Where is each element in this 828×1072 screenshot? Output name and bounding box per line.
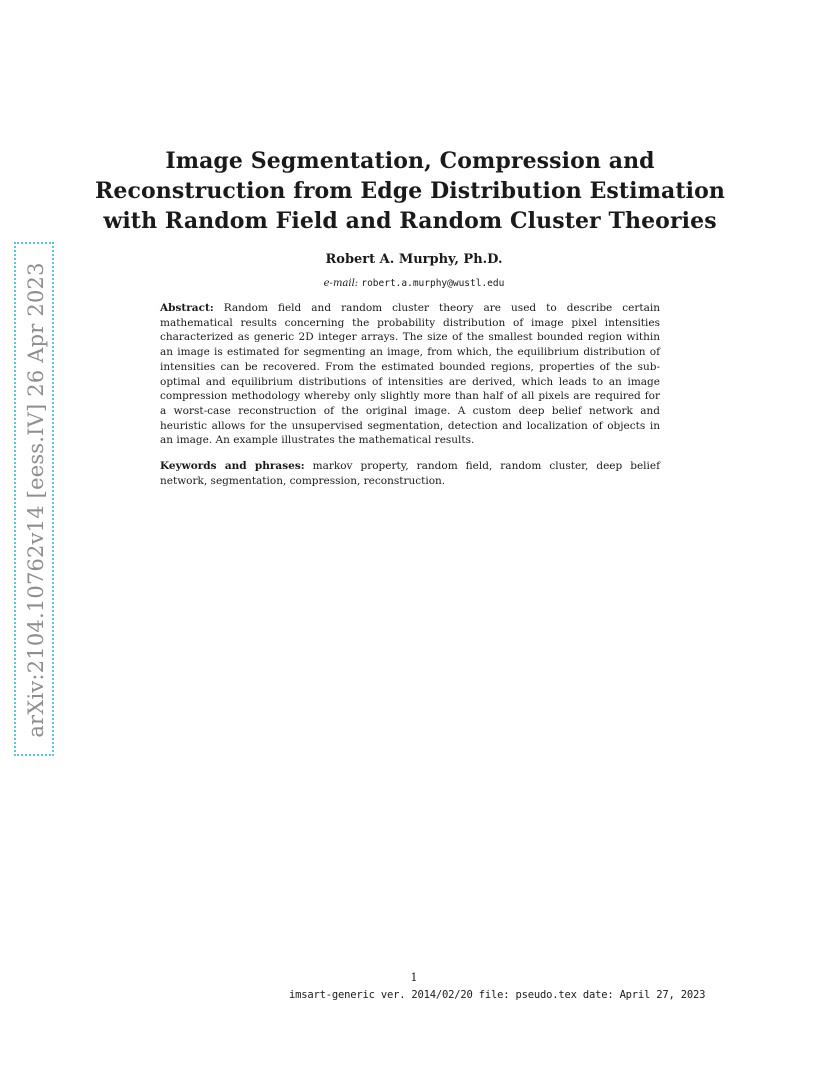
title-line: Image Segmentation, Compression and xyxy=(165,148,655,174)
email-address[interactable]: robert.a.murphy@wustl.edu xyxy=(361,278,505,289)
title-line: with Random Field and Random Cluster Theories xyxy=(103,208,717,234)
abstract-text: Random field and random cluster theory are used to describe certain mathematical results concerning the probability distribution of image pixel intensities characterized as generic 2D integer arrays. The size of the smallest bounded region within an image is estimated for segmenting an image, from which, the equilibrium distribution of intensities can be recovered. From the estimated bounded regions, properties of the sub-optimal and equilibrium distributions of intensities are derived, which leads to an image compression methodology whereby only slightly more than half of all pixels are required for a worst-case reconstruction of the original image. A custom deep belief network and heuristic allows for the unsupervised segmentation, detection and localization of objects in an image. An example illustrates the mathematical results. xyxy=(160,302,661,447)
paper-title xyxy=(90,146,730,236)
keywords-text: markov property, random field, random cluster, deep belief network, segmentation, compression, reconstruction. xyxy=(160,460,660,487)
page-footer: imsart-generic ver. 2014/02/20 file: pseudo.tex date: April 27, 2023 xyxy=(289,989,706,1001)
keywords-paragraph xyxy=(160,459,660,488)
keywords-label: Keywords and phrases: xyxy=(160,460,305,472)
arxiv-identifier: arXiv:2104.10762v14 [eess.IV] 26 Apr 2023 xyxy=(24,262,48,738)
abstract-paragraph xyxy=(160,301,660,448)
author-name: Robert A. Murphy, Ph.D. xyxy=(325,252,503,267)
abstract-label: Abstract: xyxy=(160,302,214,314)
title-line: Reconstruction from Edge Distribution Estimation xyxy=(95,178,725,204)
author-email xyxy=(0,278,828,289)
email-label: e-mail: xyxy=(323,278,359,289)
page-number: 1 xyxy=(410,971,418,984)
